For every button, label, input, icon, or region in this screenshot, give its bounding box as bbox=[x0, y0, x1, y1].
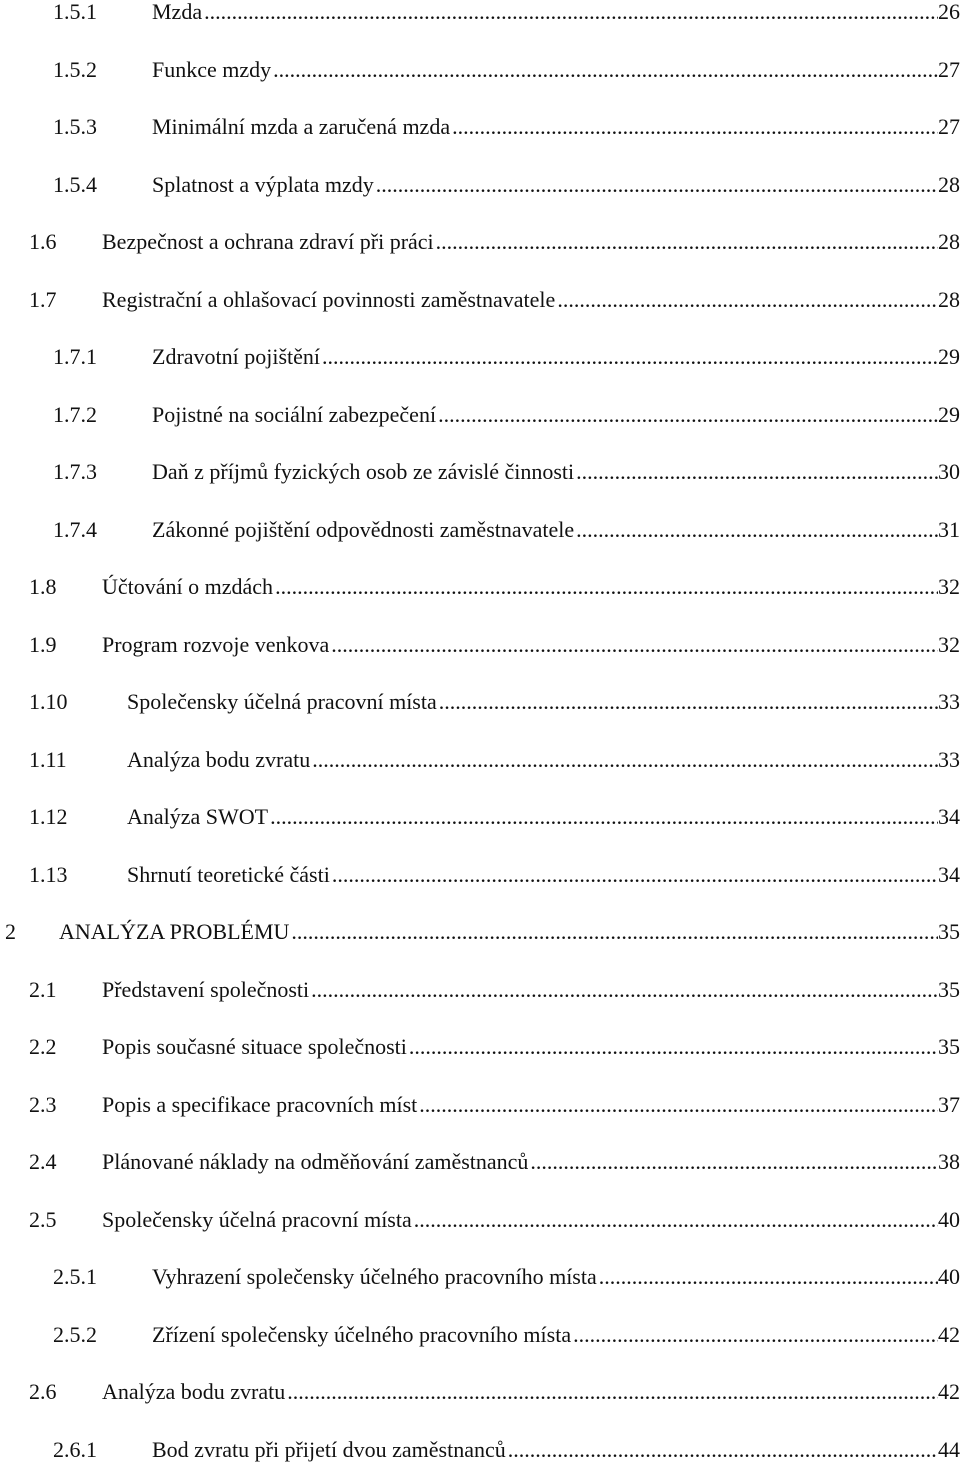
toc-entry-line bbox=[102, 1090, 960, 1120]
toc-entry-number: 2.3 bbox=[29, 1091, 57, 1117]
toc-entry-page: 30 bbox=[938, 459, 960, 484]
toc-entry-line bbox=[102, 285, 960, 315]
toc-entry-page: 33 bbox=[938, 689, 960, 714]
toc-entry[interactable] bbox=[0, 515, 960, 545]
toc-entry-page: 34 bbox=[938, 804, 960, 829]
toc-entry[interactable] bbox=[0, 1377, 960, 1407]
toc-entry-page: 42 bbox=[938, 1379, 960, 1404]
toc-entry[interactable] bbox=[0, 975, 960, 1005]
toc-entry[interactable] bbox=[0, 457, 960, 487]
toc-entry-line bbox=[127, 687, 960, 717]
toc-entry-number: 1.6 bbox=[29, 229, 57, 254]
toc-entry-title: Zdravotní pojištění bbox=[152, 344, 321, 369]
toc-entry-line bbox=[152, 1262, 960, 1292]
toc-entry-title: Mzda bbox=[152, 0, 203, 24]
toc-dot-leader bbox=[285, 1377, 938, 1407]
toc-entry-number: 1.7.4 bbox=[53, 516, 97, 542]
toc-entry-line bbox=[127, 860, 960, 890]
toc-entry-number: 1.11 bbox=[29, 746, 67, 772]
toc-entry-line bbox=[102, 975, 960, 1005]
toc-entry-line bbox=[152, 457, 960, 487]
toc-dot-leader bbox=[437, 687, 938, 717]
toc-entry-line bbox=[102, 572, 960, 602]
toc-entry[interactable] bbox=[0, 802, 960, 832]
toc-entry-title: Zřízení společensky účelného pracovního místa bbox=[152, 1321, 572, 1347]
toc-entry-title: Daň z příjmů fyzických osob ze závislé činnosti bbox=[152, 459, 575, 484]
toc-dot-leader bbox=[571, 1320, 938, 1350]
toc-entry-line bbox=[152, 1435, 960, 1465]
toc-entry-number: 1.8 bbox=[29, 574, 57, 599]
toc-dot-leader bbox=[574, 457, 938, 487]
toc-entry-line bbox=[152, 170, 960, 200]
toc-entry[interactable] bbox=[0, 342, 960, 372]
toc-entry-number: 2.4 bbox=[29, 1149, 57, 1174]
toc-entry-line bbox=[59, 917, 960, 947]
toc-entry-number: 1.5.3 bbox=[53, 114, 97, 139]
toc-entry-title: Analýza bodu zvratu bbox=[127, 746, 311, 772]
toc-dot-leader bbox=[273, 572, 938, 602]
toc-dot-leader bbox=[374, 170, 938, 200]
toc-entry-page: 42 bbox=[938, 1321, 960, 1347]
toc-entry-number: 2 bbox=[5, 919, 16, 944]
toc-entry-page: 28 bbox=[938, 286, 960, 312]
toc-dot-leader bbox=[320, 342, 938, 372]
toc-dot-leader bbox=[309, 975, 938, 1005]
toc-dot-leader bbox=[528, 1147, 938, 1177]
toc-entry-number: 1.5.1 bbox=[53, 0, 97, 24]
toc-entry-number: 2.6 bbox=[29, 1379, 57, 1404]
toc-entry-line bbox=[152, 55, 960, 85]
toc-entry-line bbox=[102, 1205, 960, 1235]
toc-entry[interactable] bbox=[0, 1435, 960, 1465]
toc-dot-leader bbox=[289, 917, 938, 947]
toc-entry[interactable] bbox=[0, 745, 960, 775]
toc-entry-number: 1.7.1 bbox=[53, 344, 97, 369]
toc-entry-page: 34 bbox=[938, 861, 960, 887]
toc-dot-leader bbox=[268, 802, 938, 832]
toc-entry-page: 35 bbox=[938, 919, 960, 944]
toc-entry-line bbox=[127, 802, 960, 832]
toc-entry-title: Vyhrazení společensky účelného pracovního místa bbox=[152, 1264, 597, 1289]
toc-entry-line bbox=[102, 1147, 960, 1177]
toc-dot-leader bbox=[271, 55, 938, 85]
toc-entry-page: 29 bbox=[938, 344, 960, 369]
toc-entry[interactable] bbox=[0, 1147, 960, 1177]
toc-entry-page: 28 bbox=[938, 171, 960, 197]
toc-entry-title: Funkce mzdy bbox=[152, 56, 272, 82]
toc-entry-title: Popis a specifikace pracovních míst bbox=[102, 1091, 418, 1117]
toc-entry-title: Zákonné pojištění odpovědnosti zaměstnavatele bbox=[152, 516, 575, 542]
toc-entry[interactable] bbox=[0, 687, 960, 717]
toc-entry-number: 1.5.2 bbox=[53, 56, 97, 82]
toc-dot-leader bbox=[329, 630, 938, 660]
toc-entry-title: Bezpečnost a ochrana zdraví při práci bbox=[102, 229, 434, 254]
toc-entry-line bbox=[152, 342, 960, 372]
toc-entry[interactable] bbox=[0, 55, 960, 85]
toc-entry-page: 33 bbox=[938, 746, 960, 772]
toc-entry-page: 29 bbox=[938, 401, 960, 427]
toc-entry-number: 2.1 bbox=[29, 976, 57, 1002]
toc-entry[interactable] bbox=[0, 860, 960, 890]
toc-entry[interactable] bbox=[0, 227, 960, 257]
toc-entry-line bbox=[152, 400, 960, 430]
toc-dot-leader bbox=[597, 1262, 938, 1292]
toc-entry-page: 37 bbox=[938, 1091, 960, 1117]
toc-entry-title: Shrnutí teoretické části bbox=[127, 861, 330, 887]
toc-dot-leader bbox=[436, 400, 938, 430]
toc-entry[interactable] bbox=[0, 630, 960, 660]
toc-entry[interactable] bbox=[0, 1032, 960, 1062]
toc-entry-page: 27 bbox=[938, 114, 960, 139]
toc-dot-leader bbox=[450, 112, 938, 142]
toc-entry[interactable] bbox=[0, 1262, 960, 1292]
toc-entry-page: 28 bbox=[938, 229, 960, 254]
toc-entry-page: 26 bbox=[938, 0, 960, 24]
toc-dot-leader bbox=[555, 285, 938, 315]
toc-entry-title: Splatnost a výplata mzdy bbox=[152, 171, 374, 197]
toc-entry-number: 1.7 bbox=[29, 286, 57, 312]
toc-entry-line bbox=[152, 112, 960, 142]
toc-entry-page: 31 bbox=[938, 516, 960, 542]
toc-dot-leader bbox=[330, 860, 938, 890]
toc-entry-title: Analýza bodu zvratu bbox=[102, 1379, 286, 1404]
toc-dot-leader bbox=[407, 1032, 938, 1062]
toc-dot-leader bbox=[310, 745, 938, 775]
toc-dot-leader bbox=[417, 1090, 938, 1120]
toc-dot-leader bbox=[574, 515, 938, 545]
toc-entry[interactable] bbox=[0, 285, 960, 315]
toc-entry-line bbox=[152, 515, 960, 545]
toc-dot-leader bbox=[412, 1205, 938, 1235]
toc-entry-number: 2.5 bbox=[29, 1206, 57, 1232]
toc-entry-page: 35 bbox=[938, 976, 960, 1002]
toc-entry-page: 32 bbox=[938, 631, 960, 657]
toc-entry[interactable] bbox=[0, 112, 960, 142]
toc-entry[interactable] bbox=[0, 1205, 960, 1235]
toc-entry-page: 40 bbox=[938, 1264, 960, 1289]
toc-entry-title: Program rozvoje venkova bbox=[102, 631, 330, 657]
toc-entry-page: 44 bbox=[938, 1436, 960, 1462]
toc-entry-line bbox=[102, 1377, 960, 1407]
toc-entry-number: 1.13 bbox=[29, 861, 68, 887]
toc-entry[interactable] bbox=[0, 1090, 960, 1120]
toc-entry-title: Představení společnosti bbox=[102, 976, 310, 1002]
toc-entry-line bbox=[152, 0, 960, 27]
toc-entry-number: 1.7.3 bbox=[53, 459, 97, 484]
toc-entry-number: 2.2 bbox=[29, 1034, 57, 1059]
toc-entry-number: 1.5.4 bbox=[53, 171, 97, 197]
toc-entry-line bbox=[102, 1032, 960, 1062]
toc-entry-title: Pojistné na sociální zabezpečení bbox=[152, 401, 437, 427]
toc-dot-leader bbox=[202, 0, 938, 27]
toc-entry-title: Účtování o mzdách bbox=[102, 574, 274, 599]
toc-entry[interactable] bbox=[0, 917, 960, 947]
toc-entry-number: 2.5.2 bbox=[53, 1321, 97, 1347]
toc-entry-title: Plánované náklady na odměňování zaměstnanců bbox=[102, 1149, 529, 1174]
toc-entry[interactable] bbox=[0, 170, 960, 200]
toc-dot-leader bbox=[506, 1435, 938, 1465]
toc-entry-number: 2.6.1 bbox=[53, 1436, 97, 1462]
toc-entry-title: Registrační a ohlašovací povinnosti zaměstnavatele bbox=[102, 286, 556, 312]
toc-entry-title: Analýza SWOT bbox=[127, 804, 269, 829]
toc-entry-number: 1.12 bbox=[29, 804, 68, 829]
toc-entry-page: 40 bbox=[938, 1206, 960, 1232]
toc-entry-number: 1.9 bbox=[29, 631, 57, 657]
toc-entry-page: 35 bbox=[938, 1034, 960, 1059]
toc-entry-title: Společensky účelná pracovní místa bbox=[127, 689, 437, 714]
toc-entry-page: 38 bbox=[938, 1149, 960, 1174]
toc-entry[interactable] bbox=[0, 400, 960, 430]
toc-entry-page: 27 bbox=[938, 56, 960, 82]
toc-entry-title: ANALÝZA PROBLÉMU bbox=[59, 919, 290, 944]
toc-entry-page: 32 bbox=[938, 574, 960, 599]
toc-entry-line bbox=[127, 745, 960, 775]
toc-entry-title: Popis současné situace společnosti bbox=[102, 1034, 407, 1059]
toc-entry[interactable] bbox=[0, 572, 960, 602]
toc-entry-title: Bod zvratu při přijetí dvou zaměstnanců bbox=[152, 1436, 506, 1462]
toc-entry-line bbox=[102, 630, 960, 660]
toc-entry-number: 1.7.2 bbox=[53, 401, 97, 427]
toc-entry-title: Minimální mzda a zaručená mzda bbox=[152, 114, 451, 139]
toc-entry-line bbox=[102, 227, 960, 257]
toc-entry-number: 2.5.1 bbox=[53, 1264, 97, 1289]
toc-entry-number: 1.10 bbox=[29, 689, 68, 714]
toc-entry[interactable] bbox=[0, 0, 960, 27]
toc-dot-leader bbox=[434, 227, 938, 257]
toc-entry-title: Společensky účelná pracovní místa bbox=[102, 1206, 412, 1232]
toc-entry-line bbox=[152, 1320, 960, 1350]
toc-entry[interactable] bbox=[0, 1320, 960, 1350]
